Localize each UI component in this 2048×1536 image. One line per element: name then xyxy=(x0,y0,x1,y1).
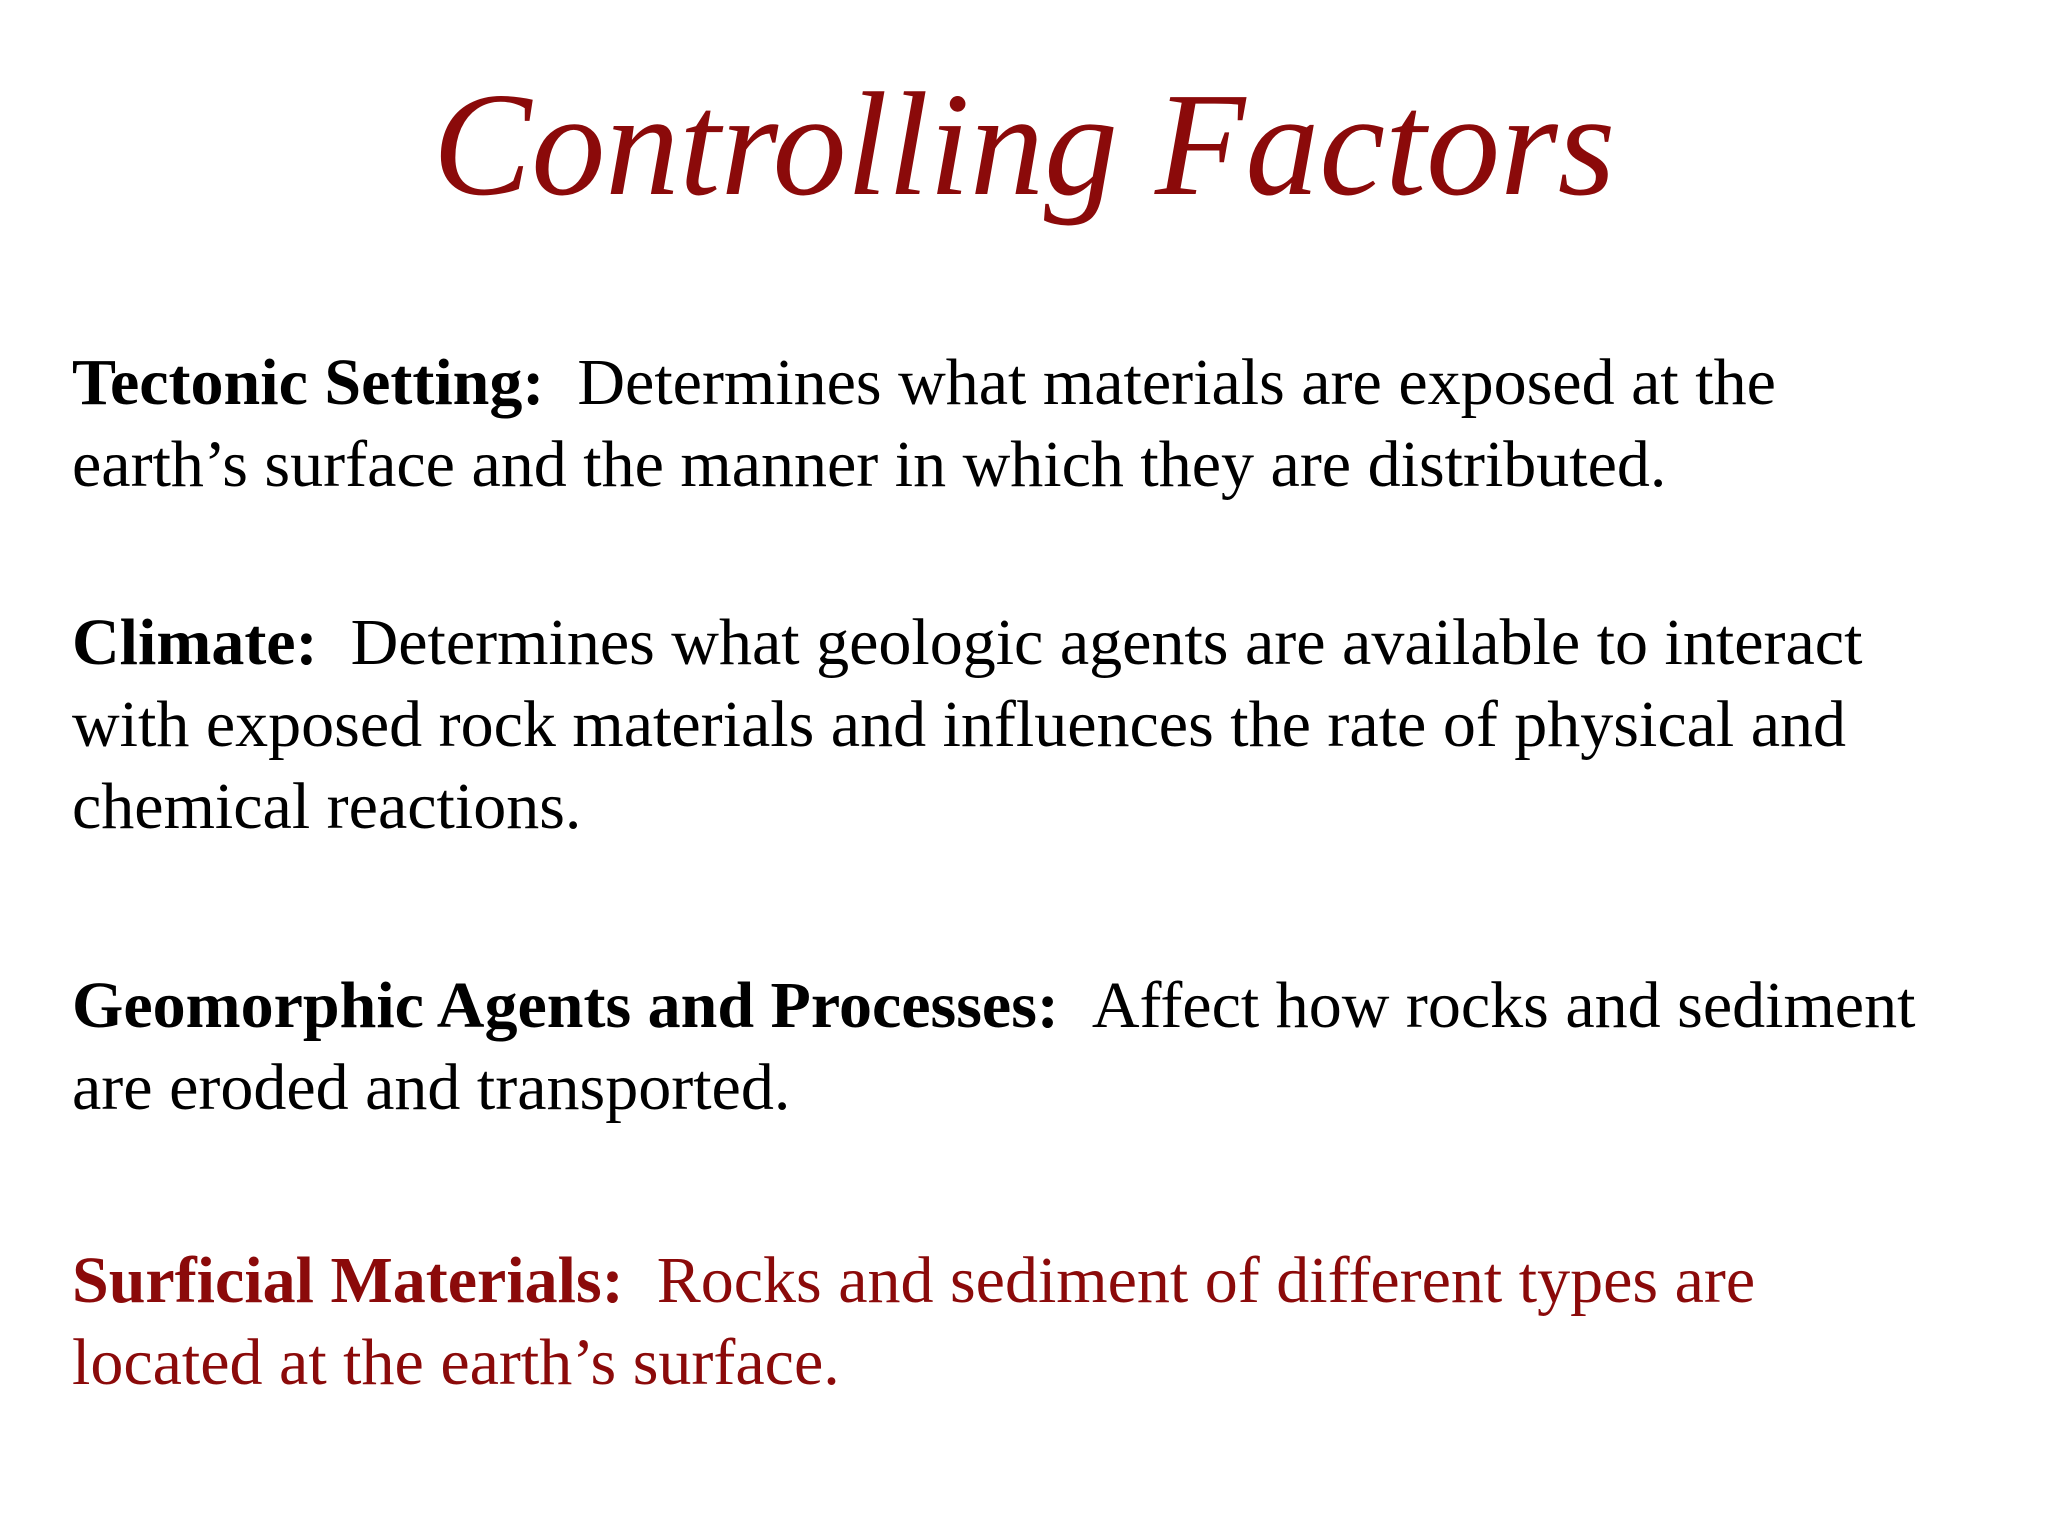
slide-title: Controlling Factors xyxy=(432,63,1616,227)
section-text-line: Affect how rocks and sediment xyxy=(1091,969,1916,1042)
section-term: Climate: xyxy=(72,606,318,679)
section-surficial-materials xyxy=(72,1240,2032,1404)
section-geomorphic-agents xyxy=(72,965,2032,1129)
section-text-line: earth’s surface and the manner in which they are distributed. xyxy=(72,428,1667,501)
section-climate xyxy=(72,602,2032,848)
section-text-line: located at the earth’s surface. xyxy=(72,1326,840,1399)
section-text-line: Rocks and sediment of different types are xyxy=(656,1244,1756,1317)
section-text-line: with exposed rock materials and influences the rate of physical and xyxy=(72,688,1847,761)
section-term: Surficial Materials: xyxy=(72,1244,624,1317)
section-tectonic-setting xyxy=(72,342,2032,506)
section-term: Geomorphic Agents and Processes: xyxy=(72,969,1059,1042)
section-text-line: Determines what materials are exposed at the xyxy=(577,346,1776,419)
section-term: Tectonic Setting: xyxy=(72,346,545,419)
section-text-line: Determines what geologic agents are available to interact xyxy=(350,606,1863,679)
section-text-line: are eroded and transported. xyxy=(72,1051,791,1124)
section-text-line: chemical reactions. xyxy=(72,770,582,843)
